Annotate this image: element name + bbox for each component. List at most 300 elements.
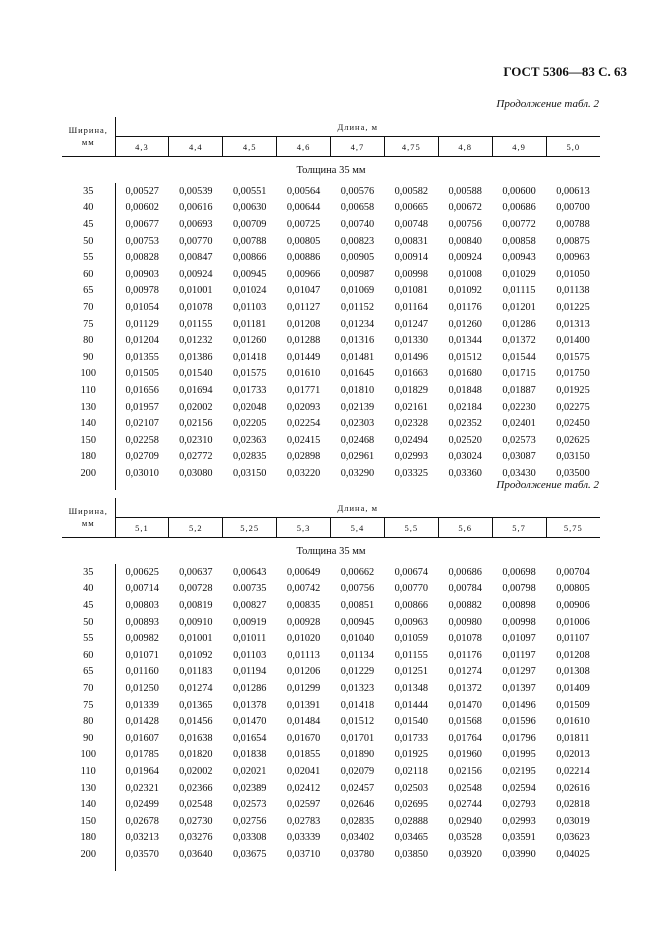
value-cell: 0,01194 — [233, 666, 267, 678]
value-cell: 0,01796 — [502, 732, 536, 744]
value-cell: 0,01512 — [448, 351, 482, 363]
value-cell: 0,01155 — [179, 318, 213, 330]
volume-table-2 — [62, 498, 600, 871]
value-cell: 0,01247 — [394, 318, 429, 330]
value-cell: 0,01610 — [286, 368, 321, 380]
value-cell: 0,01654 — [232, 732, 267, 744]
value-cell: 0,00823 — [340, 235, 375, 247]
value-cell: 0,01957 — [125, 401, 159, 413]
width-header-line: Ширина, — [68, 125, 108, 136]
value-cell: 0,02646 — [340, 799, 375, 811]
value-cell: 0,01155 — [394, 649, 428, 661]
value-cell: 0,01020 — [286, 633, 321, 645]
length-value: 4,6 — [277, 137, 331, 157]
value-cell: 0,00798 — [502, 583, 536, 595]
value-cell: 0,00600 — [502, 185, 536, 197]
width-cell: 75 — [62, 316, 115, 333]
value-cell: 0,01008 — [448, 268, 482, 280]
width-cell: 180 — [62, 830, 115, 847]
value-cell: 0,00770 — [394, 583, 429, 595]
table-row — [62, 813, 600, 830]
length-value: 5,0 — [546, 137, 600, 157]
value-cell: 0,01750 — [556, 368, 590, 380]
length-value: 4,3 — [115, 137, 169, 157]
value-cell: 0,00686 — [448, 566, 482, 578]
value-cell: 0,02503 — [394, 782, 429, 794]
value-cell: 0,01229 — [340, 666, 375, 678]
value-cell: 0,03591 — [502, 832, 536, 844]
value-cell: 0,01378 — [232, 699, 267, 711]
value-cell: 0,02321 — [125, 782, 159, 794]
value-cell: 0,01925 — [394, 749, 429, 761]
value-cell: 0,01181 — [233, 318, 267, 330]
value-cell: 0,03290 — [340, 467, 375, 479]
value-cell: 0,01092 — [179, 649, 213, 661]
value-cell: 0,02499 — [125, 799, 159, 811]
value-cell: 0,00788 — [556, 218, 590, 230]
table-row — [62, 730, 600, 747]
width-cell: 130 — [62, 780, 115, 797]
width-cell: 50 — [62, 614, 115, 631]
value-cell: 0,03024 — [448, 451, 482, 463]
value-cell: 0,01134 — [340, 649, 374, 661]
value-cell: 0,00819 — [179, 599, 213, 611]
thickness-row — [62, 157, 600, 184]
value-cell: 0,00714 — [125, 583, 159, 595]
value-cell: 0,03276 — [179, 832, 213, 844]
value-cell: 0,00987 — [340, 268, 375, 280]
gap-cell — [115, 863, 600, 871]
value-cell: 0,02625 — [556, 434, 590, 446]
width-cell: 45 — [62, 597, 115, 614]
length-value: 4,7 — [331, 137, 385, 157]
value-cell: 0,02548 — [448, 782, 482, 794]
width-cell: 65 — [62, 283, 115, 300]
length-value: 5,5 — [384, 518, 438, 538]
value-cell: 0,00803 — [125, 599, 159, 611]
value-cell: 0,02744 — [448, 799, 482, 811]
table-row — [62, 200, 600, 217]
value-cell: 0,01081 — [394, 285, 429, 297]
table-row — [62, 747, 600, 764]
value-cell: 0,01575 — [232, 368, 267, 380]
value-cell: 0,00644 — [286, 202, 321, 214]
value-cell: 0,00898 — [502, 599, 536, 611]
value-cell: 0,02328 — [394, 418, 429, 430]
value-cell: 0,01365 — [179, 699, 213, 711]
value-cell: 0,00835 — [286, 599, 321, 611]
value-cell: 0,00753 — [125, 235, 159, 247]
value-cell: 0,03339 — [286, 832, 321, 844]
value-cell: 0,00886 — [286, 252, 321, 264]
length-value: 5,3 — [277, 518, 331, 538]
value-cell: 0,01071 — [125, 649, 159, 661]
value-cell: 0,01391 — [286, 699, 321, 711]
value-cell: 0,01201 — [502, 301, 536, 313]
value-cell: 0,01040 — [340, 633, 375, 645]
value-cell: 0,01251 — [394, 666, 429, 678]
value-cell: 0,00827 — [232, 599, 267, 611]
value-cell: 0,01344 — [448, 335, 482, 347]
table-row — [62, 366, 600, 383]
value-cell: 0,00928 — [286, 616, 321, 628]
value-cell: 0,01509 — [556, 699, 590, 711]
value-cell: 0,01286 — [502, 318, 536, 330]
value-cell: 0,00963 — [556, 252, 590, 264]
value-cell: 0,00831 — [394, 235, 429, 247]
table-row — [62, 697, 600, 714]
table-row — [62, 614, 600, 631]
value-cell: 0,00582 — [394, 185, 429, 197]
table-row — [62, 266, 600, 283]
value-cell: 0,01670 — [286, 732, 321, 744]
value-cell: 0,00756 — [340, 583, 375, 595]
length-value: 5,7 — [492, 518, 546, 538]
value-cell: 0,03570 — [125, 848, 159, 860]
value-cell: 0,01733 — [394, 732, 429, 744]
value-cell: 0,01234 — [340, 318, 375, 330]
value-cell: 0,00919 — [232, 616, 267, 628]
length-header: Длина, м — [115, 498, 600, 518]
table-row — [62, 830, 600, 847]
value-cell: 0,00728 — [179, 583, 213, 595]
table-row — [62, 796, 600, 813]
width-cell: 110 — [62, 763, 115, 780]
value-cell: 0,01397 — [502, 682, 536, 694]
value-cell: 0,02366 — [179, 782, 213, 794]
value-cell: 0,01308 — [556, 666, 590, 678]
value-cell: 0,01496 — [502, 699, 536, 711]
value-cell: 0,02940 — [448, 815, 482, 827]
value-cell: 0,00858 — [502, 235, 536, 247]
value-cell: 0,01715 — [502, 368, 536, 380]
value-cell: 0,03220 — [286, 467, 321, 479]
value-cell: 0,02783 — [286, 815, 321, 827]
length-value: 4,75 — [384, 137, 438, 157]
value-cell: 0,01449 — [286, 351, 321, 363]
value-cell: 0,02573 — [232, 799, 267, 811]
value-cell: 0,01995 — [502, 749, 536, 761]
value-cell: 0,01006 — [556, 616, 590, 628]
value-cell: 0,00978 — [125, 285, 159, 297]
value-cell: 0,01288 — [286, 335, 321, 347]
value-cell: 0,00914 — [394, 252, 429, 264]
value-cell: 0,01496 — [394, 351, 429, 363]
value-cell: 0,01810 — [340, 384, 375, 396]
value-cell: 0,00875 — [556, 235, 590, 247]
value-cell: 0,00672 — [448, 202, 482, 214]
width-cell: 35 — [62, 564, 115, 581]
value-cell: 0,00805 — [556, 583, 590, 595]
table-gap-row — [62, 863, 600, 871]
value-cell: 0,01299 — [286, 682, 321, 694]
table-row — [62, 332, 600, 349]
width-cell: 130 — [62, 399, 115, 416]
value-cell: 0,01596 — [502, 716, 536, 728]
value-cell: 0,02002 — [179, 765, 213, 777]
value-cell: 0,01456 — [179, 716, 213, 728]
page-header: ГОСТ 5306—83 С. 63 — [503, 64, 627, 79]
value-cell: 0,00840 — [448, 235, 482, 247]
value-cell: 0,01127 — [287, 301, 321, 313]
value-cell: 0,01047 — [286, 285, 321, 297]
value-cell: 0,01097 — [502, 633, 536, 645]
value-cell: 0,01274 — [448, 666, 482, 678]
value-cell: 0,01024 — [232, 285, 267, 297]
width-header-line: Ширина, — [68, 506, 108, 517]
value-cell: 0,02389 — [232, 782, 267, 794]
width-cell: 45 — [62, 216, 115, 233]
value-cell: 0,02184 — [448, 401, 482, 413]
width-cell: 35 — [62, 183, 115, 200]
value-cell: 0,01925 — [556, 384, 590, 396]
width-cell: 200 — [62, 465, 115, 482]
value-cell: 0,01372 — [448, 682, 482, 694]
thickness-row — [62, 538, 600, 565]
value-cell: 0,00910 — [179, 616, 213, 628]
value-cell: 0,00866 — [394, 599, 429, 611]
length-value: 5,25 — [223, 518, 277, 538]
value-cell: 0,02597 — [286, 799, 321, 811]
value-cell: 0,02214 — [556, 765, 590, 777]
value-cell: 0,01164 — [394, 301, 428, 313]
lengths-row — [62, 518, 600, 538]
value-cell: 0,01960 — [448, 749, 482, 761]
value-cell: 0,01829 — [394, 384, 429, 396]
value-cell: 0,02835 — [232, 451, 267, 463]
table-row — [62, 399, 600, 416]
value-cell: 0,03087 — [502, 451, 536, 463]
value-cell: 0,01330 — [394, 335, 429, 347]
width-cell: 55 — [62, 249, 115, 266]
value-cell: 0,02363 — [232, 434, 267, 446]
value-cell: 0,01418 — [232, 351, 267, 363]
value-cell: 0,01540 — [394, 716, 429, 728]
value-cell: 0,01208 — [556, 649, 590, 661]
table-row — [62, 664, 600, 681]
value-cell: 0,01078 — [179, 301, 213, 313]
value-cell: 0,03150 — [232, 467, 267, 479]
value-cell: 0,00527 — [125, 185, 159, 197]
value-cell: 0,01505 — [125, 368, 159, 380]
value-cell: 0,02678 — [125, 815, 159, 827]
value-cell: 0,02310 — [179, 434, 213, 446]
value-cell: 0,02573 — [502, 434, 536, 446]
value-cell: 0,01418 — [340, 699, 375, 711]
value-cell: 0,00943 — [502, 252, 536, 264]
lengths-row — [62, 137, 600, 157]
value-cell: 0,03430 — [502, 467, 536, 479]
value-cell: 0,01355 — [125, 351, 159, 363]
value-cell: 0,00998 — [502, 616, 536, 628]
value-cell: 0,02415 — [286, 434, 321, 446]
value-cell: 0,02993 — [502, 815, 536, 827]
thickness-label: Толщина 35 мм — [296, 164, 366, 176]
table-row — [62, 449, 600, 466]
value-cell: 0,02041 — [286, 765, 321, 777]
value-cell: 0,01152 — [340, 301, 374, 313]
width-cell: 75 — [62, 697, 115, 714]
value-cell: 0,00866 — [232, 252, 267, 264]
value-cell: 0,00588 — [448, 185, 482, 197]
volume-table-1 — [62, 117, 600, 490]
value-cell: 0,03675 — [232, 848, 267, 860]
width-cell: 90 — [62, 349, 115, 366]
width-header-line: мм — [81, 136, 95, 147]
value-cell: 0,02161 — [394, 401, 429, 413]
value-cell: 0,03080 — [179, 467, 213, 479]
value-cell: 0,00906 — [556, 599, 590, 611]
value-cell: 0,02730 — [179, 815, 213, 827]
value-cell: 0,00674 — [394, 566, 429, 578]
table-row — [62, 630, 600, 647]
value-cell: 0,01771 — [286, 384, 321, 396]
value-cell: 0,01323 — [340, 682, 375, 694]
value-cell: 0,01785 — [125, 749, 159, 761]
continued-label: Продолжение табл. 2 — [496, 98, 599, 110]
width-cell: 65 — [62, 664, 115, 681]
value-cell: 0,01481 — [340, 351, 375, 363]
value-cell: 0,03990 — [502, 848, 536, 860]
width-cell: 150 — [62, 813, 115, 830]
table-row — [62, 763, 600, 780]
value-cell: 0,02548 — [179, 799, 213, 811]
value-cell: 0,01176 — [448, 301, 482, 313]
value-cell: 0,00625 — [125, 566, 159, 578]
value-cell: 0,02993 — [394, 451, 429, 463]
value-cell: 0,01260 — [232, 335, 267, 347]
value-cell: 0,02695 — [394, 799, 429, 811]
table-row — [62, 780, 600, 797]
value-cell: 0,03623 — [556, 832, 590, 844]
value-cell: 0,00982 — [125, 633, 159, 645]
value-cell: 0,00905 — [340, 252, 375, 264]
width-header-line: мм — [81, 517, 95, 528]
continued-label: Продолжение табл. 2 — [496, 479, 599, 491]
value-cell: 0,01103 — [233, 301, 267, 313]
value-cell: 0,01855 — [286, 749, 321, 761]
table-row — [62, 283, 600, 300]
width-cell: 40 — [62, 581, 115, 598]
width-cell: 40 — [62, 200, 115, 217]
value-cell: 0,04025 — [556, 848, 590, 860]
value-cell: 0,01663 — [394, 368, 429, 380]
value-cell: 0,01764 — [448, 732, 482, 744]
value-cell: 0,01286 — [232, 682, 267, 694]
value-cell: 0,00698 — [502, 566, 536, 578]
table-row — [62, 249, 600, 266]
value-cell: 0,01470 — [448, 699, 482, 711]
value-cell: 0.00735 — [232, 583, 267, 595]
value-cell: 0,01638 — [179, 732, 213, 744]
width-header — [62, 117, 115, 157]
value-cell: 0,02254 — [286, 418, 321, 430]
width-cell: 100 — [62, 747, 115, 764]
value-cell: 0,01078 — [448, 633, 482, 645]
value-cell: 0,01103 — [233, 649, 267, 661]
table-row — [62, 581, 600, 598]
value-cell: 0,02494 — [394, 434, 429, 446]
length-value: 5,4 — [331, 518, 385, 538]
value-cell: 0,01409 — [556, 682, 590, 694]
value-cell: 0,02156 — [179, 418, 213, 430]
value-cell: 0,03213 — [125, 832, 159, 844]
value-cell: 0,00725 — [286, 218, 321, 230]
value-cell: 0,01069 — [340, 285, 375, 297]
value-cell: 0,02352 — [448, 418, 482, 430]
table-row — [62, 316, 600, 333]
value-cell: 0,01050 — [556, 268, 590, 280]
value-cell: 0,01107 — [556, 633, 590, 645]
table-row — [62, 597, 600, 614]
value-cell: 0,01428 — [125, 716, 159, 728]
value-cell: 0,01820 — [179, 749, 213, 761]
value-cell: 0,00630 — [232, 202, 267, 214]
value-cell: 0,01113 — [287, 649, 320, 661]
length-header: Длина, м — [115, 117, 600, 137]
value-cell: 0,01092 — [448, 285, 482, 297]
table-row — [62, 382, 600, 399]
width-cell: 50 — [62, 233, 115, 250]
value-cell: 0,01197 — [502, 649, 536, 661]
value-cell: 0,01176 — [448, 649, 482, 661]
width-cell: 140 — [62, 415, 115, 432]
length-value: 4,4 — [169, 137, 223, 157]
value-cell: 0,02961 — [340, 451, 375, 463]
value-cell: 0,01339 — [125, 699, 159, 711]
value-cell: 0,01733 — [232, 384, 267, 396]
table-row — [62, 349, 600, 366]
value-cell: 0,03402 — [340, 832, 375, 844]
length-value: 5,2 — [169, 518, 223, 538]
value-cell: 0,00998 — [394, 268, 429, 280]
value-cell: 0,01250 — [125, 682, 159, 694]
value-cell: 0,03465 — [394, 832, 429, 844]
value-cell: 0,03920 — [448, 848, 482, 860]
value-cell: 0,01386 — [179, 351, 213, 363]
value-cell: 0,03710 — [286, 848, 321, 860]
table-row — [62, 647, 600, 664]
value-cell: 0,01484 — [286, 716, 321, 728]
gap-cell — [62, 863, 115, 871]
width-header — [62, 498, 115, 538]
value-cell: 0,02107 — [125, 418, 159, 430]
value-cell: 0,01001 — [179, 285, 213, 297]
value-cell: 0,01811 — [556, 732, 590, 744]
value-cell: 0,00788 — [232, 235, 267, 247]
value-cell: 0,00649 — [286, 566, 321, 578]
value-cell: 0,01313 — [556, 318, 590, 330]
length-value: 4,9 — [492, 137, 546, 157]
width-cell: 100 — [62, 366, 115, 383]
value-cell: 0,00924 — [448, 252, 482, 264]
value-cell: 0,00903 — [125, 268, 159, 280]
value-cell: 0,00851 — [340, 599, 375, 611]
value-cell: 0,01206 — [286, 666, 321, 678]
value-cell: 0,00686 — [502, 202, 536, 214]
width-cell: 180 — [62, 449, 115, 466]
value-cell: 0,00828 — [125, 252, 159, 264]
value-cell: 0,00616 — [179, 202, 213, 214]
value-cell: 0,03360 — [448, 467, 482, 479]
value-cell: 0,02021 — [232, 765, 267, 777]
width-cell: 80 — [62, 332, 115, 349]
value-cell: 0,01607 — [125, 732, 159, 744]
value-cell: 0,02205 — [232, 418, 267, 430]
value-cell: 0,02230 — [502, 401, 536, 413]
value-cell: 0,01400 — [556, 335, 590, 347]
table-row — [62, 183, 600, 200]
